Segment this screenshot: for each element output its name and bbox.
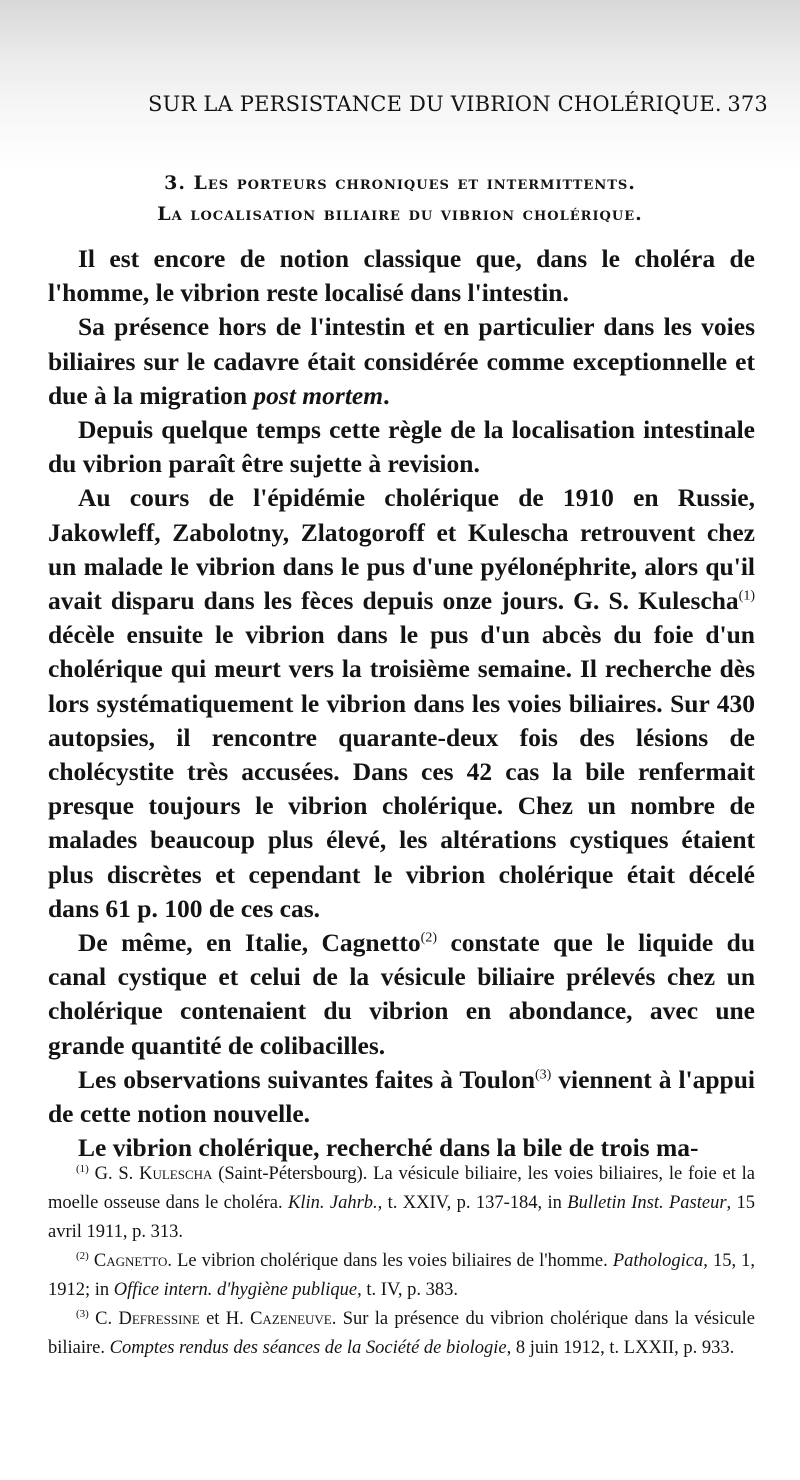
footnote-1-author: G. S. Kulescha: [94, 1164, 213, 1184]
footnote-ref-2: (2): [420, 930, 437, 946]
paragraph-3-text: Depuis quelque temps cette règle de la localisation intestinale du vibrion paraît être sujette à revision.: [48, 415, 755, 479]
paragraph-5-text-a: De même, en Italie, Cagnetto: [78, 928, 421, 958]
footnote-2-journal-1: Pathologica: [612, 1251, 704, 1271]
page-header: [48, 92, 768, 126]
footnote-1-text-a: (Saint-Pétersbourg). La vésicule biliaire, les voies biliaires, le foie et la moelle osseuse dans le choléra.: [48, 1164, 755, 1213]
footnote-ref-1: (1): [738, 588, 755, 604]
section-title-line2: La localisation biliaire du vibrion cholérique.: [157, 203, 643, 225]
paragraph-1: [48, 242, 755, 310]
footnote-3-author-2: Cazeneuve: [250, 1309, 332, 1329]
body-text: [48, 242, 755, 1165]
footnotes: [48, 1160, 755, 1363]
footnote-1-journal-2: Bulletin Inst. Pasteur: [567, 1193, 727, 1213]
paragraph-6-text-b: viennent à l'appui de cette notion nouvelle.: [48, 1064, 755, 1129]
footnote-ref-3: (3): [535, 1067, 552, 1083]
paragraph-1-text: Il est encore de notion classique que, dans le choléra de l'homme, le vibrion reste localisé dans l'intestin.: [48, 244, 755, 308]
page-number: 373: [727, 92, 768, 116]
footnote-3-text-c: . Sur la présence du vibrion cholérique dans la vésicule biliaire.: [48, 1309, 756, 1358]
footnote-1-text-b: , t. XXIV, p. 137-184, in: [377, 1193, 568, 1213]
footnote-3-text-d: , 8 juin 1912, t. LXXII, p. 933.: [506, 1338, 735, 1358]
footnote-1-mark: (1): [76, 1162, 89, 1175]
section-title-line1: 3. Les porteurs chroniques et intermittents.: [164, 172, 636, 194]
paragraph-5-text-b: constate que le liquide du canal cystique et celui de la vésicule biliaire prélevés chez un cholérique contenaient du vibrion en abondance, avec une grande quantité de colibacilles.: [48, 928, 755, 1060]
paragraph-6-text-a: Les observations suivantes faites à Toulon: [78, 1064, 535, 1094]
paragraph-5: [48, 926, 755, 1063]
paragraph-3: [48, 413, 755, 481]
running-head: SUR LA PERSISTANCE DU VIBRION CHOLÉRIQUE.: [148, 92, 722, 116]
footnote-1: [48, 1160, 755, 1247]
footnote-1-journal-1: Klin. Jahrb.: [288, 1193, 378, 1213]
paragraph-2-end: .: [383, 380, 390, 410]
paragraph-4: [48, 481, 755, 926]
paragraph-2-italic: post mortem: [253, 380, 384, 410]
footnote-2: [48, 1247, 755, 1305]
footnote-1-text-c: , 15 avril 1911, p. 313.: [48, 1193, 756, 1242]
footnote-2-text-b: , 15, 1, 1912; in: [48, 1251, 755, 1300]
footnote-3-text-a: C.: [95, 1309, 119, 1329]
footnote-3: [48, 1305, 755, 1363]
footnote-2-mark: (2): [76, 1249, 89, 1262]
footnote-2-text-c: , t. IV, p. 383.: [357, 1280, 459, 1300]
footnote-3-text-b: et H.: [199, 1309, 251, 1329]
paragraph-7-text: Le vibrion cholérique, recherché dans la bile de trois ma-: [78, 1133, 699, 1163]
footnote-2-author: Cagnetto: [93, 1251, 168, 1271]
footnote-3-mark: (3): [76, 1307, 89, 1320]
footnote-2-text-a: . Le vibrion cholérique dans les voies biliaires de l'homme.: [167, 1251, 613, 1271]
footnote-2-journal-2: Office intern. d'hygiène publique: [113, 1280, 358, 1300]
paragraph-2-text: Sa présence hors de l'intestin et en particulier dans les voies biliaires sur le cadavre était considérée comme exceptionnelle et due à la migration: [48, 312, 755, 410]
paragraph-4-text-a: Au cours de l'épidémie cholérique de 1910 en Russie, Jakowleff, Zabolotny, Zlatogoroff et Kulescha retrouvent chez un malade le vibrion dans le pus d'une pyélonéphrite, alors qu'il avait disparu dans les fèces depuis onze jours. G. S. Kulescha: [48, 483, 755, 616]
footnote-3-author-1: Defressine: [118, 1309, 200, 1329]
footnote-3-journal: Comptes rendus des séances de la Société de biologie: [109, 1338, 507, 1358]
paragraph-4-text-b: décèle ensuite le vibrion dans le pus d'un abcès du foie d'un cholérique qui meurt vers la troisième semaine. Il recherche dès lors systématiquement le vibrion dans les voies biliaires. Sur 430 autopsies, il rencontre quarante-deux fois des lésions de cholécystite très accusées. Dans ces 42 cas la bile renfermait presque toujours le vibrion cholérique. Chez un nombre de malades beaucoup plus élevé, les altérations cystiques étaient plus discrètes et cependant le vibrion cholérique était décelé dans 61 p. 100 de ces cas.: [48, 620, 755, 923]
paragraph-6: [48, 1063, 755, 1131]
paragraph-2: [48, 310, 755, 413]
